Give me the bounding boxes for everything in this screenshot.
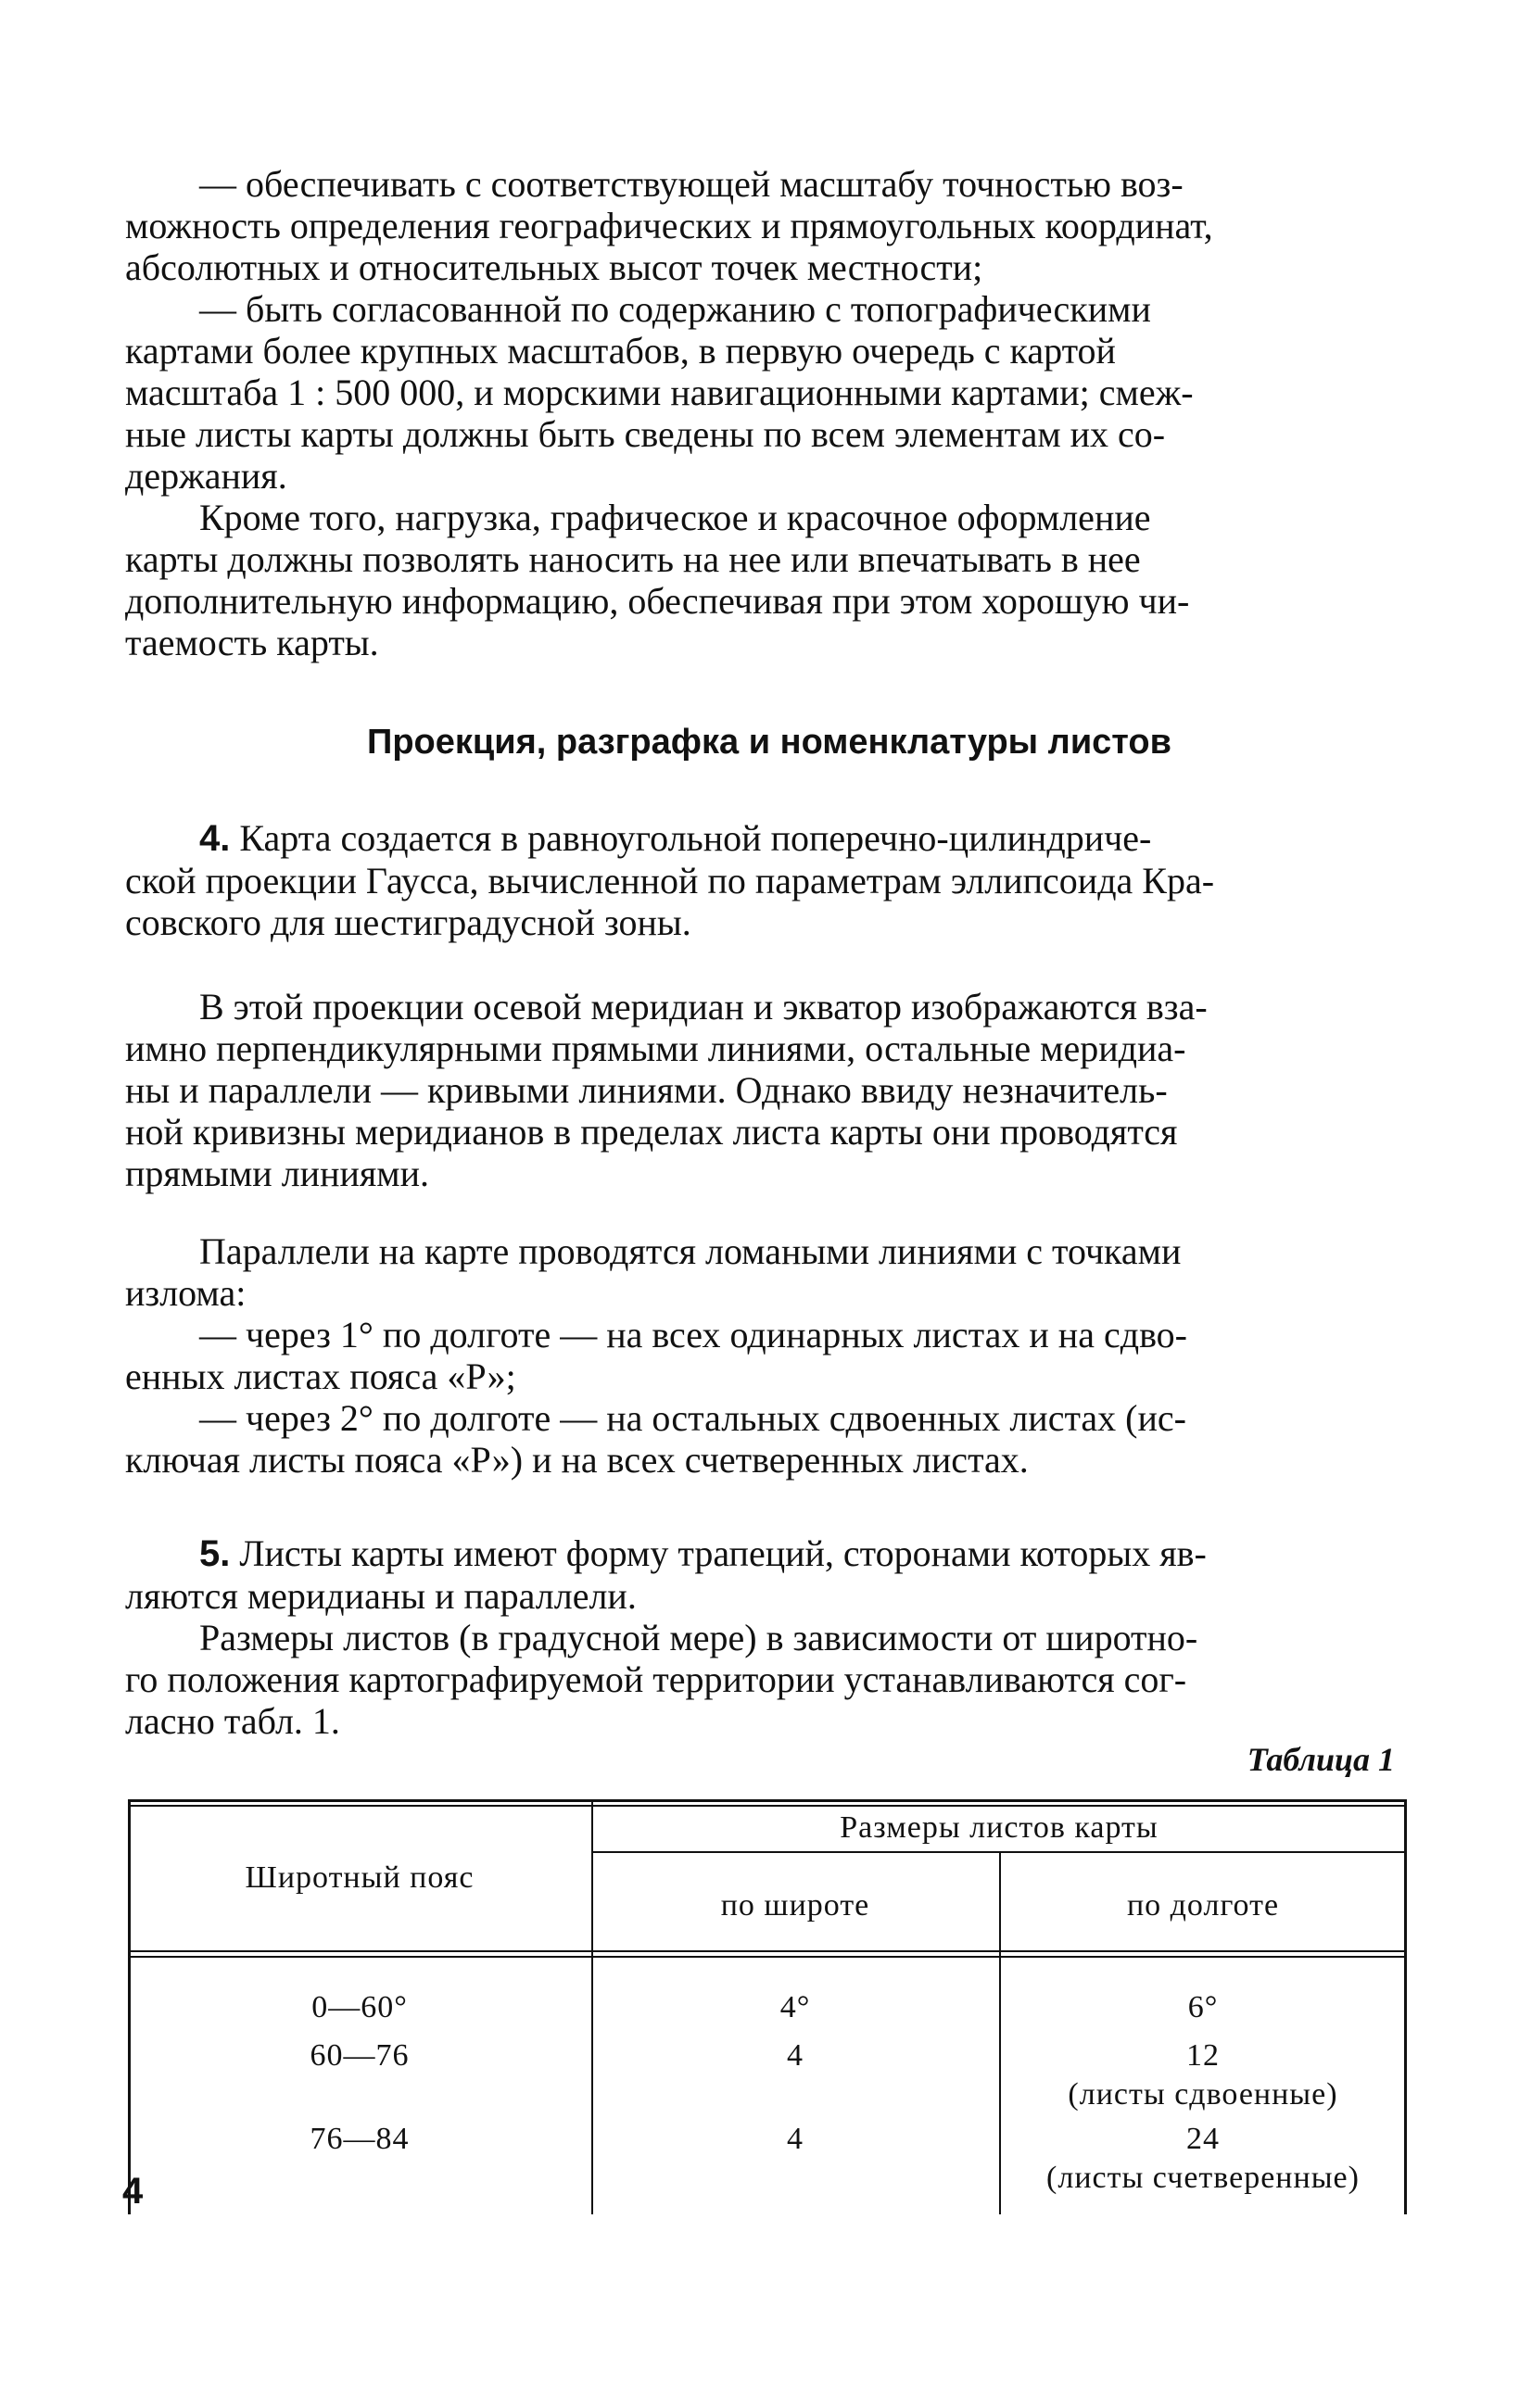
table-cell-lat: 4	[787, 2038, 804, 2073]
text-line: ны и параллели — кривыми линиями. Однако ввиду незначитель-	[125, 1069, 1168, 1111]
header-lat: по широте	[720, 1888, 870, 1923]
table-header-rule-inner	[128, 1956, 1407, 1958]
text-line: ной кривизны меридианов в пределах листа карты они проводятся	[125, 1111, 1178, 1153]
text-line: В этой проекции осевой меридиан и экватор изображаются вза-	[199, 986, 1208, 1027]
text-line: го положения картографируемой территории устанавливаются сог-	[125, 1658, 1187, 1700]
page-number: 4	[122, 2171, 144, 2212]
header-lon: по долготе	[1126, 1888, 1280, 1923]
text-line: дополнительную информацию, обеспечивая при этом хорошую чи-	[125, 580, 1190, 622]
table-header-rule	[128, 1950, 1407, 1952]
text-line: ляются меридианы и параллели.	[125, 1575, 637, 1617]
text-line: абсолютных и относительных высот точек местности;	[125, 246, 983, 288]
list-item-2deg	[125, 1397, 1413, 1481]
table-cell-note: (листы сдвоенные)	[1068, 2077, 1338, 2112]
text-line: прямыми линиями.	[125, 1153, 430, 1194]
table-cell-lat: 4°	[779, 1990, 811, 2024]
text-line: картами более крупных масштабов, в первую очередь с картой	[125, 330, 1116, 372]
text-line: совского для шестиградусной зоны.	[125, 901, 691, 943]
paragraph-consistency	[125, 288, 1413, 497]
header-sizes: Размеры листов карты	[840, 1810, 1158, 1845]
text-line: Параллели на карте проводятся ломаными линиями с точками	[199, 1230, 1182, 1272]
text-line: ные листы карты должны быть сведены по всем элементам их со-	[125, 413, 1166, 455]
text-line: Карта создается в равноугольной поперечно-цилиндриче-	[230, 817, 1152, 859]
section-number: 4.	[199, 818, 231, 859]
section-4	[125, 817, 1413, 943]
text-line: держания.	[125, 455, 287, 497]
paragraph-projection	[125, 986, 1413, 1194]
table-cell-lon: 6°	[1187, 1990, 1219, 2024]
text-line: ской проекции Гаусса, вычисленной по параметрам эллипсоида Кра-	[125, 860, 1215, 901]
paragraph-section-5	[125, 1532, 1413, 1617]
table-cell-zone: 76—84	[310, 2122, 410, 2156]
list-item-1deg	[125, 1314, 1413, 1397]
paragraph-coordinates	[125, 163, 1413, 288]
text-line: можность определения географических и прямоугольных координат,	[125, 205, 1213, 246]
paragraph-section-4	[125, 817, 1413, 943]
table-cell-zone: 0—60°	[311, 1990, 408, 2024]
section-number: 5.	[199, 1533, 231, 1574]
projection-block	[125, 986, 1413, 1194]
header-zone: Широтный пояс	[245, 1860, 475, 1895]
text-line: карты должны позволять наносить на нее или впечатывать в нее	[125, 538, 1141, 580]
text-line: Листы карты имеют форму трапеций, сторонами которых яв-	[230, 1532, 1207, 1574]
sheet-size-table	[128, 1799, 1407, 2214]
table-top-rule-inner	[128, 1805, 1407, 1807]
paragraph-parallels	[125, 1230, 1413, 1314]
parallels-block	[125, 1230, 1413, 1481]
text-line: — через 2° по долготе — на остальных сдвоенных листах (ис-	[199, 1397, 1186, 1439]
table-cell-lat: 4	[787, 2122, 804, 2156]
intro-block	[125, 163, 1413, 663]
paragraph-additional-info	[125, 497, 1413, 663]
section-heading: Проекция, разграфка и номенклатуры листов	[367, 723, 1171, 762]
paragraph-sizes	[125, 1617, 1413, 1742]
table-cell-lon: 24	[1186, 2122, 1220, 2156]
table-cell-lon: 12	[1186, 2038, 1220, 2073]
text-line: имно перпендикулярными прямыми линиями, остальные меридиа-	[125, 1027, 1186, 1069]
text-line: масштаба 1 : 500 000, и морскими навигационными картами; смеж-	[125, 372, 1194, 413]
text-line: енных листах пояса «Р»;	[125, 1355, 516, 1397]
table-caption: Таблица 1	[1247, 1741, 1395, 1778]
section-5	[125, 1532, 1413, 1742]
text-line: ключая листы пояса «Р») и на всех счетверенных листах.	[125, 1439, 1029, 1481]
text-line: Кроме того, нагрузка, графическое и красочное оформление	[199, 497, 1151, 538]
text-line: — обеспечивать с соответствующей масштабу точностью воз-	[199, 163, 1184, 205]
text-line: Размеры листов (в градусной мере) в зависимости от широтно-	[199, 1617, 1198, 1658]
text-line: излома:	[125, 1272, 247, 1314]
table-cell-zone: 60—76	[310, 2038, 410, 2073]
text-line: таемость карты.	[125, 622, 379, 663]
table-top-rule	[128, 1799, 1407, 1802]
text-line: — через 1° по долготе — на всех одинарных листах и на сдво-	[199, 1314, 1187, 1355]
table-cell-note: (листы счетверенные)	[1046, 2161, 1360, 2195]
text-line: — быть согласованной по содержанию с топографическими	[199, 288, 1151, 330]
text-line: ласно табл. 1.	[125, 1700, 340, 1742]
